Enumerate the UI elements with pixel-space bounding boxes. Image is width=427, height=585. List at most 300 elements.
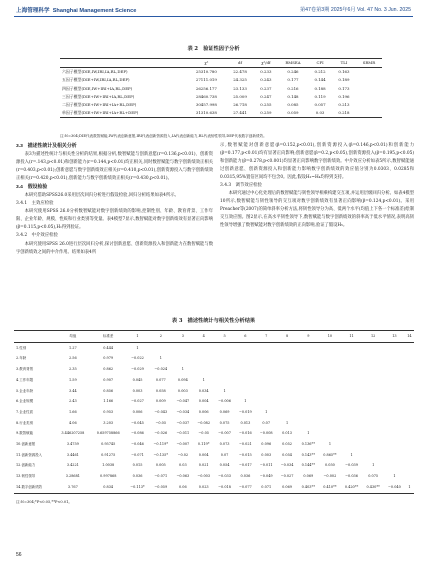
table3-col-header: 6 xyxy=(244,334,247,338)
table3-cell: 0.143** xyxy=(301,452,315,457)
table3-cell: −0.135* xyxy=(153,452,168,457)
table3-cell: 0.094 xyxy=(177,377,188,382)
table2-cell: 0.177 xyxy=(287,77,299,83)
table3-cell: 1 xyxy=(285,420,289,425)
table2-cell: 0.196 xyxy=(338,93,350,99)
table3-row-label: 2.年龄 xyxy=(16,356,27,361)
table3-cell xyxy=(319,386,341,397)
table3-note: 注:N=304;*P<0.05,**P<0.01。 xyxy=(16,500,73,504)
table3-cell: −0.036 xyxy=(345,474,358,479)
table3-row-label: 11.创新资源投入 xyxy=(16,452,43,457)
table3-cell: 2.43 xyxy=(69,399,77,404)
table2-cell: 26256.177 xyxy=(195,85,217,91)
table3-cell: 2.56 xyxy=(69,356,77,361)
table3-cell: 0.865** xyxy=(323,452,337,457)
table3-cell: 0.136** xyxy=(301,442,315,447)
table3-header-row xyxy=(14,331,414,343)
table3-cell: 0.054 xyxy=(282,452,292,457)
table3-cell: 0.834 xyxy=(103,484,114,489)
table3-cell: 1 xyxy=(159,356,162,361)
table3-cell xyxy=(193,353,214,364)
table2-cell: 0.189 xyxy=(338,77,350,83)
table3-cell xyxy=(405,342,414,353)
table3-cell: 3.4759 xyxy=(66,442,79,447)
table3-cell: 0.95745 xyxy=(101,442,116,447)
table3-cell xyxy=(362,450,384,461)
table3-cell xyxy=(277,353,298,364)
table2-row xyxy=(60,85,382,93)
table3-cell xyxy=(235,375,256,386)
table3-cell: 0.058 xyxy=(155,388,166,393)
table3-cell: 1 xyxy=(181,367,184,372)
table3-col-header: 3 xyxy=(181,334,184,338)
table3-cell xyxy=(362,439,384,450)
table3-cell: 0.004 xyxy=(198,399,209,404)
table3-cell xyxy=(297,386,319,397)
table3-row-label: 10.创新意愿 xyxy=(16,442,36,447)
body-paragraph: 本研究通过中心化处理后的数智赋能与韧性领导相乘构建交互项,并运用层级回归分析。如表4模型10所示,数智赋能与韧性领导的交互项对数字创新绩效有显著正向影响(β=0.124,p<0.01)。采用Preacher等(2007)的简单斜率分析方法,将韧性领导分为高、低两个水平(均值上下各一个标准差)绘制交互效应图。图2显示,在高水平韧性领导下,数智赋能与数字创新绩效的斜率高于低水平情况,表明高韧性领导增强了数智赋能对数字创新绩效的正向影响,验证了假设H₅。 xyxy=(220,191,414,229)
table3-cell: 2.35 xyxy=(69,367,77,372)
table3-cell: 0.003 xyxy=(261,452,272,457)
table3-cell: 0.003 xyxy=(177,388,188,393)
table3-row xyxy=(14,386,414,397)
table3-cell xyxy=(297,353,319,364)
table3-col-header: 4 xyxy=(202,334,205,338)
table3-cell: 0.069 xyxy=(282,484,292,489)
table3-cell: −0.113* xyxy=(130,484,145,489)
table3-cell: −0.018 xyxy=(218,484,231,489)
table3-cell xyxy=(319,364,341,375)
table3-cell: 0.862 xyxy=(103,367,114,372)
table3-cell xyxy=(277,407,298,418)
table3-cell xyxy=(235,342,256,353)
table3-cell: −0.029 xyxy=(131,367,144,372)
table2-cell: 0.216 xyxy=(287,85,299,91)
table3-cell: 0.034 xyxy=(198,388,209,393)
table3-cell xyxy=(214,342,235,353)
table2-cell: 0.213 xyxy=(338,102,350,108)
table3-row-label: 8.行业类别 xyxy=(16,420,34,425)
table2-row-label: 四因子模型(DIE,IW+IRI+IA,RL,DEP) xyxy=(62,85,133,91)
table2-col-header xyxy=(60,59,187,68)
table3-cell xyxy=(297,407,319,418)
table3-cell xyxy=(172,342,193,353)
body-paragraph: 本研究借助SPSS26.0采用层次回归分析进行假设检验,回归分析结果如表4所示。 xyxy=(24,192,179,198)
table3-cell: −0.008 xyxy=(259,431,273,436)
table2-row-label: 三因子模型(DIE+IW+IRI+IA,RL,DEP) xyxy=(62,93,135,99)
table3-cell: 1 xyxy=(393,474,396,479)
table2-row xyxy=(60,76,382,84)
table2-cell: 24.325 xyxy=(233,77,247,83)
table3-col-header: 8 xyxy=(285,334,289,338)
table3-col-header: 均值 xyxy=(69,334,77,338)
table3-cell: −0.007 xyxy=(218,431,231,436)
table3-cell xyxy=(256,396,277,407)
table3-cell: −0.037 xyxy=(176,420,190,425)
table3-cell xyxy=(384,342,405,353)
body-paragraph: 本研究使用SPSS 26.0进行层次回归分析,探讨创新意愿、创新资源投入和创新能力在数智赋能与数字创新绩效之间的中介作用。结果如表4所 xyxy=(16,241,213,255)
page-number: 56 xyxy=(16,552,22,558)
table3-cell: 0.013 xyxy=(240,420,251,425)
table2-col-header: CFI xyxy=(316,60,324,65)
table3-cell xyxy=(319,407,341,418)
table3-cell xyxy=(362,342,384,353)
table3-cell xyxy=(405,439,414,450)
table3-row-label: 12.创新能力 xyxy=(16,463,36,468)
table3-cell xyxy=(235,386,256,397)
table3-row-label: 3.教育背景 xyxy=(16,367,34,372)
table3-cell xyxy=(256,386,277,397)
table3-cell: 1 xyxy=(136,345,139,350)
table3-cell: 1 xyxy=(328,442,332,447)
table3-cell xyxy=(384,375,405,386)
table3-cell xyxy=(193,364,214,375)
table3-cell: −0.034 xyxy=(176,409,190,414)
table2-cell: 0.148 xyxy=(287,93,299,99)
table3-cell: 0.013 xyxy=(282,431,292,436)
table2-cell: 0.173 xyxy=(338,85,350,91)
table3-cell: 0.410** xyxy=(323,484,337,489)
table3-cell: 3.4221 xyxy=(66,463,79,468)
table3-cell xyxy=(277,396,298,407)
table3-cell: 1 xyxy=(265,409,268,414)
header-rule xyxy=(14,16,413,17)
table3-cell: 0.659758866 xyxy=(96,431,120,436)
table3-cell: −0.047 xyxy=(176,399,190,404)
table3-row xyxy=(14,418,414,429)
table2-cell: 30457.998 xyxy=(195,102,217,108)
table2-row-label: 六因子模型(DIE,IW,IRI,IA,RL,DEP) xyxy=(62,69,128,75)
table2-cell: 0.255 xyxy=(260,102,272,108)
table2-col-header: RMSEA xyxy=(285,60,301,65)
table3-cell: −0.002 xyxy=(323,474,337,479)
table3-row xyxy=(14,396,414,407)
table3-cell: 0.144** xyxy=(301,463,315,468)
table3-cell: −0.063 xyxy=(176,474,190,479)
table3-cell: 0.045 xyxy=(132,377,143,382)
table3-cell: 0.075 xyxy=(219,420,230,425)
table3-cell: −0.082 xyxy=(197,420,211,425)
table3-cell: −0.015 xyxy=(239,452,252,457)
table3-cell: −0.034 xyxy=(280,463,294,468)
table3-cell xyxy=(341,375,363,386)
table2-cell: 31310.638 xyxy=(195,110,217,116)
table2-cell: 25310.780 xyxy=(195,69,217,75)
right-column xyxy=(220,142,414,230)
table3-cell: 0.91275 xyxy=(101,452,116,457)
table3-cell: 3.203 xyxy=(103,420,114,425)
table3-cell xyxy=(256,353,277,364)
table3-cell xyxy=(362,396,384,407)
table3-cell: 0.023 xyxy=(198,484,209,489)
table3-cell xyxy=(405,460,414,471)
table3-cell: 0.052 xyxy=(282,442,292,447)
table3-cell xyxy=(405,364,414,375)
table2-col-header: χ² xyxy=(204,60,209,65)
table3-col-header: 12 xyxy=(370,334,376,338)
table3-cell: 0.069 xyxy=(219,409,230,414)
table2-col-header: χ²/df xyxy=(261,60,271,65)
table3-cell: −0.011 xyxy=(176,431,190,436)
table3-cell xyxy=(277,386,298,397)
section-heading: 3.4 假设检验 xyxy=(16,184,48,190)
table3-row xyxy=(14,428,414,439)
table3-cell: −0.006 xyxy=(218,399,231,404)
table3-cell xyxy=(362,375,384,386)
journal-title: 上海管理科学 Shanghai Management Science xyxy=(16,8,137,14)
table3-cell: 0.403** xyxy=(301,484,315,489)
table3-cell: 0.420** xyxy=(344,484,359,489)
table3-cell: −0.011 xyxy=(259,463,273,468)
table3-cell xyxy=(405,428,414,439)
table3-cell: 0.907 xyxy=(103,377,114,382)
subsection-heading: 3.4.3 调节效应检验 xyxy=(220,182,262,188)
running-header xyxy=(0,0,427,20)
table2-row-label: 单因子模型(DIE+IW+IRI+IA+RL+DEP) xyxy=(62,110,139,116)
table2-caption: 表 2 验证性因子分析 xyxy=(187,46,240,52)
table2-cell: 0.259 xyxy=(260,110,272,116)
table3-cell: −0.05 xyxy=(198,431,209,436)
table3-cell xyxy=(341,342,363,353)
table2-row xyxy=(60,68,382,77)
table3-cell: 0.003 xyxy=(132,388,143,393)
table3-cell xyxy=(319,428,341,439)
table3-caption: 表 3 描述性统计与相关性分析结果 xyxy=(171,318,256,324)
table3-cell xyxy=(405,407,414,418)
table3-cell xyxy=(214,364,235,375)
table2-row xyxy=(60,109,382,118)
table3-row xyxy=(14,364,414,375)
table3-cell: 1.66 xyxy=(69,409,77,414)
table3-cell xyxy=(297,375,319,386)
table3-cell: 0.006 xyxy=(198,409,209,414)
table2-note: 注:N=304;DIE代表数智赋能,IW代表创新意愿,IRI代表创新资源投入,IA代表创新能力,RL代表韧性领导,DEP代表数字创新绩效。 xyxy=(60,134,267,138)
table3-cell: 3.44 xyxy=(69,388,77,393)
table3-col-header xyxy=(14,331,55,343)
table3-cell: −0.086 xyxy=(131,431,144,436)
table3-cell: −0.024 xyxy=(154,367,168,372)
table3-cell: −0.043 xyxy=(154,409,168,414)
table3-cell xyxy=(341,364,363,375)
table3-cell: 0.077 xyxy=(155,377,166,382)
table3-cell: 4.06 xyxy=(69,420,77,425)
table3-cell: −0.033 xyxy=(218,474,231,479)
table3-cell xyxy=(149,342,172,353)
table3-row xyxy=(14,375,414,386)
table3-cell xyxy=(362,418,384,429)
table3-cell xyxy=(405,450,414,461)
table3-cell xyxy=(384,439,405,450)
table3-row xyxy=(14,450,414,461)
table3-cell xyxy=(277,342,298,353)
subsection-heading: 3.4.1 主效应检验 xyxy=(16,200,54,206)
table3-cell xyxy=(172,353,193,364)
table3-cell: 0.006 xyxy=(132,409,143,414)
table3-cell xyxy=(405,375,414,386)
table3-cell xyxy=(297,396,319,407)
table3-cell: −0.071 xyxy=(131,452,144,457)
table3-cell xyxy=(341,418,363,429)
table3-cell: −0.026 xyxy=(154,431,168,436)
table3-cell: 3.446207258 xyxy=(61,431,85,436)
table2-header-row xyxy=(60,59,382,68)
table3-cell: −0.05 xyxy=(155,420,167,425)
table2-cell: 0.163 xyxy=(338,69,350,75)
table2-row xyxy=(60,101,382,109)
table3-cell xyxy=(341,428,363,439)
table2-col-header: df xyxy=(238,60,242,65)
table3-cell xyxy=(384,460,405,471)
table3-cell: 0.036 xyxy=(240,474,251,479)
table2-row xyxy=(60,93,382,101)
table3-cell: −0.119* xyxy=(153,442,168,447)
table3-cell xyxy=(384,364,405,375)
table3-cell: 0.075 xyxy=(368,474,379,479)
table3-cell: 1 xyxy=(244,399,247,404)
table3-cell: 0.997868 xyxy=(99,474,117,479)
table3-cell xyxy=(362,364,384,375)
table3-cell: 0.073 xyxy=(219,442,230,447)
table2-cell: 25.009 xyxy=(233,93,247,99)
table3-cell: 0.054 xyxy=(219,463,230,468)
table2-cell: 0.212 xyxy=(314,69,326,75)
table3-cell xyxy=(384,418,405,429)
table3-row-label: 1.性别 xyxy=(16,345,27,350)
table3-cell xyxy=(384,428,405,439)
table3-cell: 0.06 xyxy=(179,484,187,489)
table3-cell: −0.049 xyxy=(259,474,273,479)
table3-cell: −0.022 xyxy=(131,356,144,361)
table2-cell: 0.246 xyxy=(287,69,299,75)
table3-cell: −0.059 xyxy=(154,484,168,489)
table2-row-label: 二因子模型(DIE+IW+IRI+IA+RL,DEP) xyxy=(62,102,137,108)
table3-cell xyxy=(384,450,405,461)
table2-cell: 0.085 xyxy=(287,102,299,108)
table3-cell: 0.953 xyxy=(103,409,114,414)
table3-cell xyxy=(297,342,319,353)
table3-cell xyxy=(256,364,277,375)
table2-cell: 28460.738 xyxy=(195,93,217,99)
table3-col-header: 5 xyxy=(223,334,226,338)
table3-cell: −0.039 xyxy=(345,463,358,468)
table3-cell: −0.071 xyxy=(154,474,168,479)
table3-cell xyxy=(384,386,405,397)
table3-cell: −0.007 xyxy=(176,442,190,447)
table2-cell: 0.218 xyxy=(338,110,350,116)
table3-cell xyxy=(319,342,341,353)
table3-cell xyxy=(193,342,214,353)
table3-cell: 0.009 xyxy=(155,399,166,404)
table2-cell: 22.478 xyxy=(233,69,247,75)
table3-row-label: 14.数字创新绩效 xyxy=(16,484,43,489)
table3-row xyxy=(14,407,414,418)
table3-col-header: 14 xyxy=(407,334,412,338)
table3-row-label: 5.企业年龄 xyxy=(16,388,34,393)
table3-cell xyxy=(405,353,414,364)
table3-cell xyxy=(319,418,341,429)
table3-cell: −0.016 xyxy=(239,431,252,436)
table3-cell xyxy=(319,396,341,407)
table3-cell xyxy=(384,396,405,407)
table3-cell: −0.003 xyxy=(197,474,211,479)
table3-cell xyxy=(319,353,341,364)
table3-row xyxy=(14,482,414,493)
table3-cell: −0.040 xyxy=(388,484,401,489)
table2-cell: 0.188 xyxy=(314,85,326,91)
table3-row xyxy=(14,471,414,482)
table3-cell: 0.119* xyxy=(197,442,210,447)
table3-cell xyxy=(277,375,298,386)
table3-cell: −0.02 xyxy=(177,452,189,457)
table3-cell: 0.036 xyxy=(132,474,143,479)
table3-cell: 3.767 xyxy=(67,484,78,489)
table3-cell xyxy=(256,375,277,386)
table3-cell xyxy=(405,386,414,397)
left-column xyxy=(16,142,213,257)
issue-info: 第47卷第3期 2025年6月 Vol. 47 No. 3 Jun. 2025 xyxy=(299,7,411,13)
table3-cell: 3.4461 xyxy=(66,452,79,457)
table3-cell: 1 xyxy=(202,377,205,382)
table3-row xyxy=(14,342,414,353)
table3-row-label: 9.数智赋能 xyxy=(16,431,34,436)
table3-cell: 0.856 xyxy=(103,388,114,393)
table3-cell xyxy=(341,407,363,418)
table3-cell xyxy=(297,418,319,429)
table3-cell xyxy=(341,386,363,397)
table3-cell: 0.005 xyxy=(155,463,166,468)
table3-col-header: 标准差 xyxy=(103,334,114,338)
table2-cell: 0.059 xyxy=(287,110,299,116)
table3-cell xyxy=(235,364,256,375)
table2-col-header: TLI xyxy=(340,60,348,65)
table2-row-label: 五因子模型(DIE+IW,IRI,IA,RL,DEP) xyxy=(62,77,130,83)
table3-cell: −0.046 xyxy=(131,442,144,447)
table3-cell: −0.027 xyxy=(131,399,144,404)
table3-cell xyxy=(256,342,277,353)
table3-row xyxy=(14,353,414,364)
table3-cell xyxy=(235,353,256,364)
table3-row-label: 7.企业性质 xyxy=(16,409,34,414)
table2-cell: 27.441 xyxy=(233,110,247,116)
table3-cell: 1 xyxy=(372,463,375,468)
table2-cell: 0.144 xyxy=(314,77,326,83)
table3-cell: 3.28681 xyxy=(65,474,80,479)
table2-cell: 0.119 xyxy=(314,93,326,99)
table3-col-header: 13 xyxy=(392,334,397,338)
table3-col-header: 7 xyxy=(265,334,268,338)
table2-cell: 26.718 xyxy=(233,102,247,108)
table2-cell: 27111.019 xyxy=(195,77,217,83)
table3-cell xyxy=(405,471,414,482)
table3 xyxy=(14,330,414,494)
table2-cell: 0.247 xyxy=(260,93,272,99)
table3-cell xyxy=(214,353,235,364)
table3-cell: 1 xyxy=(408,484,411,489)
table3-row-label: 6.企业规模 xyxy=(16,399,34,404)
table3-cell: 0.004 xyxy=(198,452,209,457)
table3-cell xyxy=(384,407,405,418)
table3-cell: 1.166 xyxy=(103,399,114,404)
table2-cell: 0.057 xyxy=(314,102,326,108)
table3-cell: 0.096 xyxy=(261,442,272,447)
table3-cell xyxy=(277,364,298,375)
table3-col-header: 2 xyxy=(159,334,162,338)
table3-cell xyxy=(405,396,414,407)
table3-cell: −0.017 xyxy=(239,463,252,468)
table2-cell: 23.133 xyxy=(233,85,247,91)
table3-cell: 0.07 xyxy=(262,420,271,425)
table3-cell xyxy=(362,407,384,418)
